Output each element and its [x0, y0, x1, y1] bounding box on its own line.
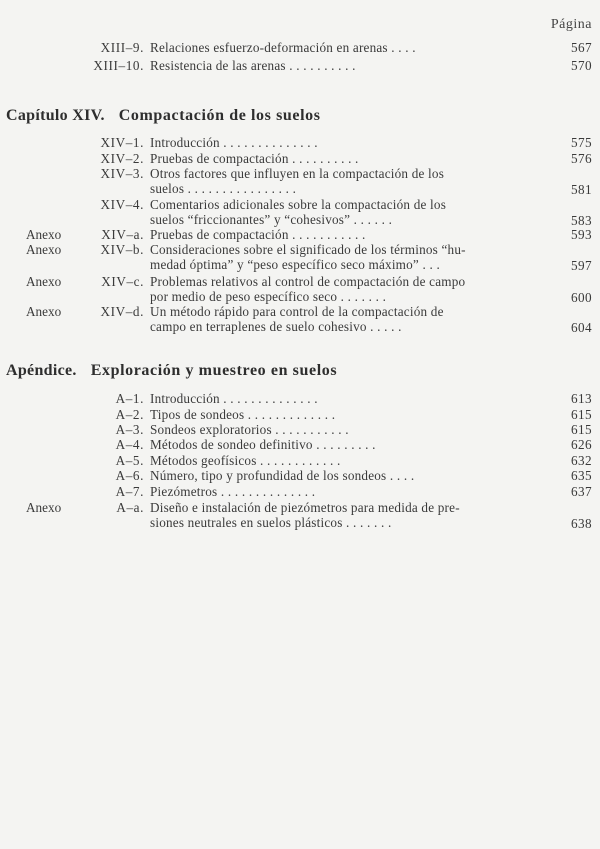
entry-title: [150, 391, 548, 406]
entry-title: [150, 484, 548, 499]
entry-title-line: campo en terraplenes de suelo cohesivo . . . . .: [150, 319, 402, 334]
entry-title: [150, 166, 548, 196]
entry-title-line: Resistencia de las arenas . . . . . . . . . .: [150, 58, 356, 73]
page-number: 593: [571, 227, 592, 242]
chapter-xiv-title: Compactación de los suelos: [118, 107, 321, 124]
annex-label: Anexo: [26, 242, 62, 257]
entry-title: [150, 407, 548, 422]
entry-title: [150, 197, 548, 227]
page-number: 576: [571, 151, 592, 166]
chapter-xiv-heading: [6, 107, 321, 125]
section-code: XIII–9.: [100, 40, 144, 55]
entry-title-line: Comentarios adicionales sobre la compactación de los: [150, 197, 447, 212]
entry-title-line: Problemas relativos al control de compactación de campo: [150, 274, 466, 289]
entry-title-line: Otros factores que influyen en la compactación de los: [150, 166, 445, 181]
entry-title: [150, 468, 548, 483]
annex-label: Anexo: [26, 500, 62, 515]
page-number: 613: [571, 391, 592, 406]
page-number: 570: [571, 58, 592, 73]
section-code: A–5.: [115, 453, 144, 468]
page-number: 604: [571, 319, 592, 335]
entry-title-line: por medio de peso específico seco . . . . . . .: [150, 289, 387, 304]
appendix-heading: [6, 362, 337, 380]
entry-title: [150, 437, 548, 452]
entry-title-line: siones neutrales en suelos plásticos . . . . . . .: [150, 515, 392, 530]
appendix-title: Exploración y muestreo en suelos: [90, 362, 338, 379]
entry-title-line: Tipos de sondeos . . . . . . . . . . . . .: [150, 407, 336, 422]
section-code: XIV–4.: [100, 197, 144, 212]
entry-title: [150, 304, 548, 334]
page-number: 575: [571, 135, 592, 150]
entry-title: [150, 40, 548, 55]
entry-title-line: suelos . . . . . . . . . . . . . . . .: [150, 181, 297, 196]
section-code: A–3.: [115, 422, 144, 437]
section-code: XIV–d.: [100, 304, 144, 319]
entry-title-line: Introducción . . . . . . . . . . . . . .: [150, 391, 318, 406]
page-number: 638: [571, 515, 592, 531]
page-number: 600: [571, 289, 592, 305]
page-number: 583: [571, 212, 592, 228]
page-column-header: Página: [550, 17, 592, 32]
page-number: 597: [571, 257, 592, 273]
entry-title-line: Relaciones esfuerzo-deformación en arenas . . . .: [150, 40, 416, 55]
entry-title-line: Consideraciones sobre el significado de los términos “hu-: [150, 242, 466, 257]
entry-title-line: Un método rápido para control de la compactación de: [150, 304, 444, 319]
entry-title-line: medad óptima” y “peso específico seco máximo” . . .: [150, 257, 440, 272]
entry-title: [150, 500, 548, 530]
section-code: XIV–b.: [100, 242, 144, 257]
page-number: 637: [571, 484, 592, 499]
page-number: 615: [571, 407, 592, 422]
page-number: 615: [571, 422, 592, 437]
entry-title: [150, 151, 548, 166]
section-code: A–a.: [116, 500, 144, 515]
entry-title-line: Piezómetros . . . . . . . . . . . . . .: [150, 484, 316, 499]
section-code: A–6.: [115, 468, 144, 483]
section-code: XIV–c.: [101, 274, 144, 289]
entry-title-line: Introducción . . . . . . . . . . . . . .: [150, 135, 318, 150]
appendix-label: Apéndice.: [6, 362, 77, 379]
section-code: A–7.: [115, 484, 144, 499]
annex-label: Anexo: [26, 304, 62, 319]
entry-title-line: Pruebas de compactación . . . . . . . . . .: [150, 151, 359, 166]
section-code: XIV–a.: [101, 227, 144, 242]
entry-title: [150, 242, 548, 272]
entry-title-line: Métodos de sondeo definitivo . . . . . . . . .: [150, 437, 376, 452]
entry-title: [150, 453, 548, 468]
entry-title: [150, 58, 548, 73]
entry-title-line: Métodos geofísicos . . . . . . . . . . . .: [150, 453, 341, 468]
page-number: 635: [571, 468, 592, 483]
section-code: A–4.: [115, 437, 144, 452]
entry-title-line: Número, tipo y profundidad de los sondeos . . . .: [150, 468, 415, 483]
section-code: A–1.: [115, 391, 144, 406]
entry-title-line: Diseño e instalación de piezómetros para medida de pre-: [150, 500, 460, 515]
section-code: XIV–1.: [100, 135, 144, 150]
chapter-xiv-label: Capítulo XIV.: [6, 107, 105, 124]
entry-title: [150, 227, 548, 242]
page-number: 567: [571, 40, 592, 55]
page-number: 632: [571, 453, 592, 468]
entry-title-line: Sondeos exploratorios . . . . . . . . . . .: [150, 422, 349, 437]
section-code: XIV–3.: [100, 166, 144, 181]
annex-label: Anexo: [26, 274, 62, 289]
entry-title-line: Pruebas de compactación . . . . . . . . . . .: [150, 227, 366, 242]
annex-label: Anexo: [26, 227, 62, 242]
entry-title: [150, 422, 548, 437]
entry-title: [150, 274, 548, 304]
section-code: XIII–10.: [93, 58, 144, 73]
page-number: 626: [571, 437, 592, 452]
page-number: 581: [571, 181, 592, 197]
entry-title: [150, 135, 548, 150]
section-code: A–2.: [115, 407, 144, 422]
section-code: XIV–2.: [100, 151, 144, 166]
entry-title-line: suelos “friccionantes” y “cohesivos” . . . . . .: [150, 212, 393, 227]
